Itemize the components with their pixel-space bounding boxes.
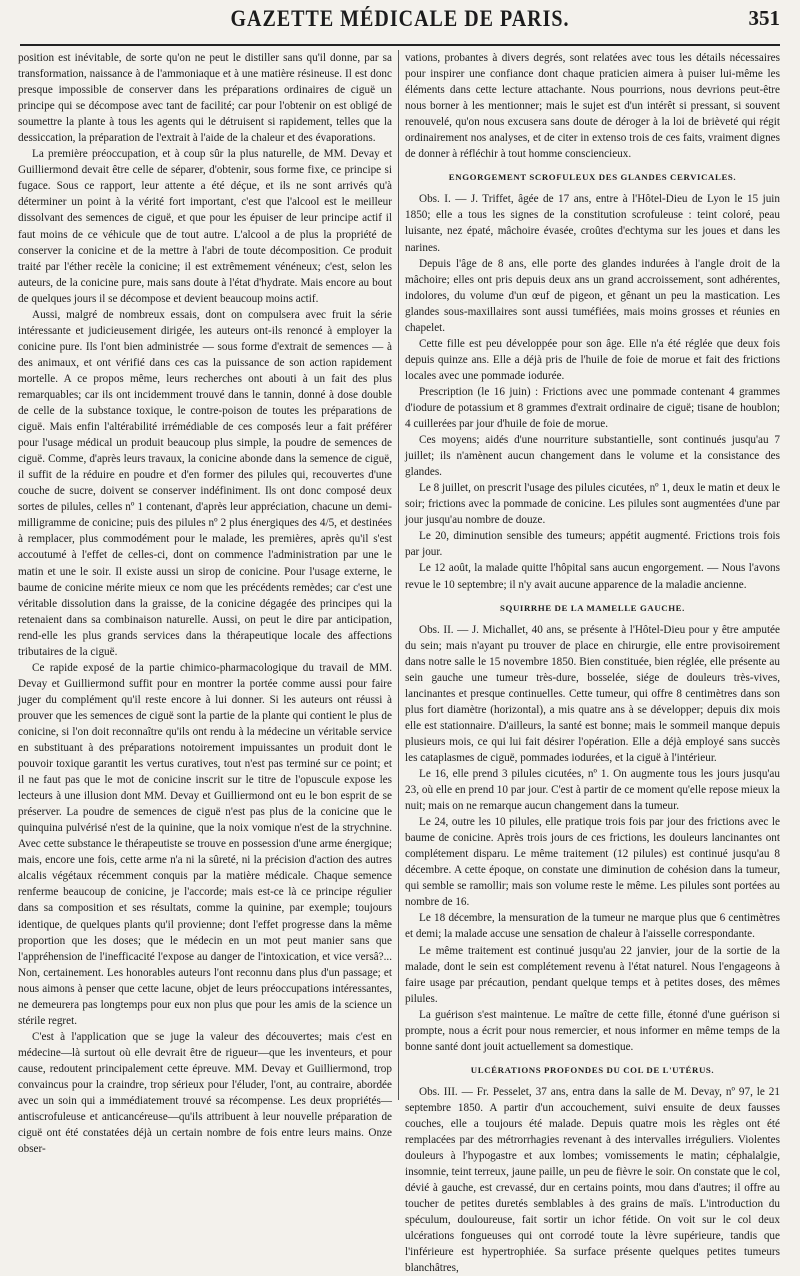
- page-header: [20, 0, 780, 46]
- observation-paragraph: Obs. III. — Fr. Pesselet, 37 ans, entra dans la salle de M. Devay, nº 97, le 21 septembre 1850. A partir d'un accouchement, suivi ensuite de deux fausses couches, elle a toujours été malade. Depuis quatre mois les règles ont été remplacées par des métrorrhagies revenant à des intervalles irréguliers. Violentes douleurs à l'hypogastre et aux lombes; vomissements le matin; céphalalgie, insomnie, teint terreux, jaune paille, un peu de fièvre le soir. On constate que le col, dévié à gauche, est crevassé, dur en certains points, mou dans d'autres; il offre au toucher de petites duretés semblables à des grains de maïs. L'introduction du spéculum, douloureuse, fait sortir un ichor fétide. On voit sur le col deux ulcérations fongueuses qui ont corrodé toute la lèvre supérieure, tandis que l'inférieure est hypertrophiée. Sa surface présente quelques petites tumeurs blanchâtres,: [405, 1085, 780, 1275]
- paragraph: Aussi, malgré de nombreux essais, dont on compulsera avec fruit la série intéressante et judicieusement dirigée, les auteurs ont-ils renoncé à employer la conicine pure. Ils l'ont bien administrée — sous forme d'extrait de semences — à des animaux, et ont vérifié dans ces cas la puissance de son action rapidement mortelle. A ce propos même, leurs recherches ont abouti à un fait des plus remarquables; car ils ont incidemment trouvé dans le tannin, donné à dose double de celle de la substance toxique, le contre-poison de toutes les préparations de ciguë. Mais enfin l'altérabilité irrémédiable de ces composés leur a fait préférer pour l'usage médical un produit beaucoup plus simple, la poudre de semences de ciguë. Comme, d'après leurs travaux, la conicine abonde dans la semence de ciguë, il suffit de la réduire en poudre et d'en former des pilules qui, recouvertes d'une couche de sucre, doivent se conserver indéfiniment. Ils ont donc composé deux sortes de pilules, celles nº 1 contenant, d'après leur appréciation, chacune un demi-milligramme de conicine; puis des pilules nº 2 plus énergiques des 4/5, et destinées à remplacer, plus commodément pour le malade, les premières, après qu'il s'est accoutumé à l'effet de celles-ci, dont on commence l'administration par une le matin et une le soir. Il existe aussi un sirop de conicine. Pour l'usage externe, le baume de conicine mérite mieux ce nom que les précédents remèdes; car c'est une véritable dissolution dans la graisse, de la conicine dégagée des principes qui la retenaient dans sa combinaison naturelle. Aussi, on peut le dire par anticipation, rend-elle les plus grands services dans la thérapeutique locale des affections tributaires de la ciguë.: [18, 308, 392, 658]
- right-column: [405, 50, 780, 1275]
- observation-paragraph: Le 20, diminution sensible des tumeurs; appétit augmenté. Frictions trois fois par jour.: [405, 530, 780, 559]
- paragraph: vations, probantes à divers degrés, sont relatées avec tous les détails nécessaires pour inspirer une confiance dont chaque praticien aimera à puiser lui-même les éléments dans cette lecture attachante. Nous pourrions, nous devrions peut-être nous borner à les mentionner; mais le sujet est d'un intérêt si pressant, si souvent renouvelé, qu'on nous excusera sans doute de déroger à la loi de brièveté qui régit ordinairement nos analyses, et de citer in extenso trois de ces faits, vraiment dignes de donner à réfléchir à tout homme consciencieux.: [405, 52, 780, 161]
- observation-paragraph: Le même traitement est continué jusqu'au 22 janvier, jour de la sortie de la malade, dont le sein est complétement revenu à l'état naturel. Nous l'engageons à faire usage par précaution, pendant quelque temps et à petites doses, des mêmes pilules.: [405, 944, 780, 1005]
- left-column: [18, 50, 392, 1156]
- paragraph: Ce rapide exposé de la partie chimico-pharmacologique du travail de MM. Devay et Guilliermond suffit pour en montrer la portée comme aussi pour faire juger du complément qu'il reste encore à lui donner. Si les auteurs ont réussi à prouver que les semences de ciguë sont la partie de la plante qui contient le plus de conicine, si l'on doit reconnaître qu'ils ont rendu à la médecine un véritable service en substituant à des préparations notoirement impuissantes un produit dont le pouvoir toxique garantit les vertus curatives, tout n'est pas terminé sur ce point; et il ne faut pas que le mot de conicine inscrit sur le titre de l'opuscule expose les lecteurs à une illusion dont MM. Devay et Guilliermond ont eu le bon esprit de se préserver. La poudre de semences de ciguë n'est pas plus de la conicine que le quinquina pulvérisé n'est de la quinine, que la noix vomique n'est de la strychnine. Avec cette substance le thérapeutiste se trouve en possession d'une arme énergique; mais, encore une fois, cette arme n'a ni la sûreté, ni la précision d'action des autres alcalis végétaux récemment conquis par la matière médicale. Chaque semence renferme beaucoup de conicine, je l'accorde; mais est-ce là ce principe régulier dans sa composition et ses résultats, comme la quinine, par exemple; toujours identique, de quelques plants qu'il provienne; dont l'effet progresse dans la même proportion que les doses; que le médecin en un mot peut manier sans que l'appréhension de l'inefficacité l'expose au danger de l'intoxication, et vice versâ?... Non, certainement. Les honorables auteurs l'ont reconnu dans plus d'un passage; et nous aimons à penser que cette lacune, objet de leurs préoccupations intéressantes, ne demeurera pas longtemps pour eux non plus que pour les amis de la science un stérile regret.: [18, 661, 392, 1027]
- observation-paragraph: Le 16, elle prend 3 pilules cicutées, nº 1. On augmente tous les jours jusqu'au 23, où elle en prend 10 par jour. C'est à partir de ce moment qu'elle repose mieux la nuit; mais on ne remarque aucun changement dans la tumeur.: [405, 768, 780, 813]
- observation-paragraph: Obs. I. — J. Triffet, âgée de 17 ans, entre à l'Hôtel-Dieu de Lyon le 15 juin 1850; elle a tous les signes de la constitution scrofuleuse : teint coloré, peau luisante, nez épaté, mâchoire évasée, croûtes d'echtyma sur les joues et dans les narines.: [405, 193, 780, 254]
- observation-paragraph: Obs. II. — J. Michallet, 40 ans, se présente à l'Hôtel-Dieu pour y être amputée du sein; mais n'ayant pu trouver de place en chirurgie, elle entre provisoirement dans notre salle le 15 novembre 1850. Bien constituée, bien réglée, elle présente au sein gauche une tumeur très-dure, bosselée, siége de douleurs très-vives, lancinantes et presque continuelles. Cette tumeur, qui offre 8 centimètres dans son plus fort diamètre (horizontal), a mis quatre ans à se développer; depuis dix mois elle est stationnaire. D'ailleurs, la santé est bonne; mais le sommeil manque depuis plusieurs mois, ce qui lui fait désirer l'opération. Elle a déjà employé sans succès les cataplasmes de ciguë, pommades iodurées, et la ciguë à l'intérieur.: [405, 623, 780, 764]
- paragraph: La première préoccupation, et à coup sûr la plus naturelle, de MM. Devay et Guilliermond devait être celle de séparer, d'obtenir, sous forme fixe, ce principe si fugace. Sous ce rapport, leur attente a été déçue, et ils ne sont arrivés qu'à déterminer un point à la vérité fort important, c'est que l'alcool est le meilleur dissolvant des semences de ciguë, et que pour les épuiser de leur principe actif il faut moins de ce véhicule que de tout autre. L'alcool a de plus la propriété de conserver la conicine et de la mettre à l'abri de toute décomposition. Ce produit traité par l'éther recèle la conicine; il est extrêmement vénéneux; c'est, selon les auteurs, de la conicine pure, mais sans doute à l'état d'hydrate. Mais encore au bout de quelques jours il se décompose et devient beaucoup moins actif.: [18, 148, 392, 305]
- observation-paragraph: Le 24, outre les 10 pilules, elle pratique trois fois par jour des frictions avec le baume de conicine. Après trois jours de ces frictions, les douleurs lancinantes ont complétement disparu. Le même traitement (12 pilules) est continué jusqu'au 8 décembre. A cette époque, on constate une diminution de cohésion dans la tumeur, qui semble se ramollir; mais son volume reste le même. Les pilules sont portées au nombre de 16.: [405, 816, 780, 909]
- observation-paragraph: Ces moyens; aidés d'une nourriture substantielle, sont continués jusqu'au 7 juillet; ils n'amènent aucun changement dans le volume et la consistance des glandes.: [405, 434, 780, 479]
- observation-paragraph: Cette fille est peu développée pour son âge. Elle n'a été réglée que deux fois depuis quinze ans. Elle a déjà pris de l'huile de foie de morue et fait des frictions locales avec une pommade iodurée.: [405, 337, 780, 382]
- observation-paragraph: La guérison s'est maintenue. Le maître de cette fille, étonné d'une guérison si prompte, nous a écrit pour nous remercier, et nous informer en même temps de la bonne santé dont jouit actuellement sa domestique.: [405, 1008, 780, 1053]
- paragraph: C'est à l'application que se juge la valeur des découvertes; mais c'est en médecine—là surtout où elle devrait être de rigueur—que les inventeurs, et pour cause, redoutent principalement cette épreuve. MM. Devay et Guilliermond, trop convaincus pour la craindre, trop sérieux pour l'éluder, l'ont, au contraire, abordée avec un soin qui a immédiatement trouvé sa récompense. Les deux propriétés—antiscrofuleuse et anticancéreuse—qu'ils attribuent à leur nouvelle préparation de ciguë ont été constatées déjà un certain nombre de fois entre leurs mains. Onze obser-: [18, 1030, 392, 1156]
- journal-title: GAZETTE MÉDICALE DE PARIS.: [230, 6, 570, 32]
- observation-paragraph: Le 18 décembre, la mensuration de la tumeur ne marque plus que 6 centimètres et demi; la malade accuse une sensation de chaleur à l'aisselle correspondante.: [405, 912, 780, 941]
- paragraph: position est inévitable, de sorte qu'on ne peut le distiller sans qu'il donne, par sa transformation, naissance à de l'ammoniaque et à une matière résineuse. Il est donc presque impossible de conserver dans les préparations ordinaires de ciguë un principe qui se décompose avec tant de facilité; car pour l'obtenir on est obligé de soumettre la plante à tous les agents qui le détruisent si rapidement, telles que la dessiccation, la préparation de l'extrait à l'aide de la chaleur et des évaporations.: [18, 52, 392, 145]
- prescription-paragraph: Prescription (le 16 juin) : Frictions avec une pommade contenant 4 grammes d'iodure de potassium et 8 grammes d'extrait ordinaire de ciguë; tisane de houblon; 4 cuillerées par jour d'huile de foie de morue.: [405, 385, 780, 431]
- observation-paragraph: Le 8 juillet, on prescrit l'usage des pilules cicutées, nº 1, deux le matin et deux le soir; frictions avec la pommade de conicine. Les pilules sont augmentées d'une par jour jusqu'au nombre de douze.: [405, 482, 780, 527]
- section-heading: SQUIRRHE DE LA MAMELLE GAUCHE.: [500, 602, 685, 613]
- observation-paragraph: Le 12 août, la malade quitte l'hôpital sans aucun engorgement. — Nous l'avons revue le 10 septembre; il n'y avait aucune apparence de la maladie ancienne.: [405, 562, 780, 591]
- section-heading: ULCÉRATIONS PROFONDES DU COL DE L'UTÉRUS.: [470, 1064, 715, 1075]
- observation-paragraph: Depuis l'âge de 8 ans, elle porte des glandes indurées à l'angle droit de la mâchoire; elles ont pris depuis deux ans un grand accroissement, sont adhérentes, indolores, du volume d'un œuf de pigeon, et gênant un peu la mastication. Les glandes sous-maxillaires sont aussi tuméfiées, mais moins grosses et réunies en chapelet.: [405, 257, 780, 334]
- section-heading: ENGORGEMENT SCROFULEUX DES GLANDES CERVICALES.: [448, 172, 737, 183]
- column-divider: [398, 50, 399, 1100]
- page-number: 351: [748, 6, 780, 30]
